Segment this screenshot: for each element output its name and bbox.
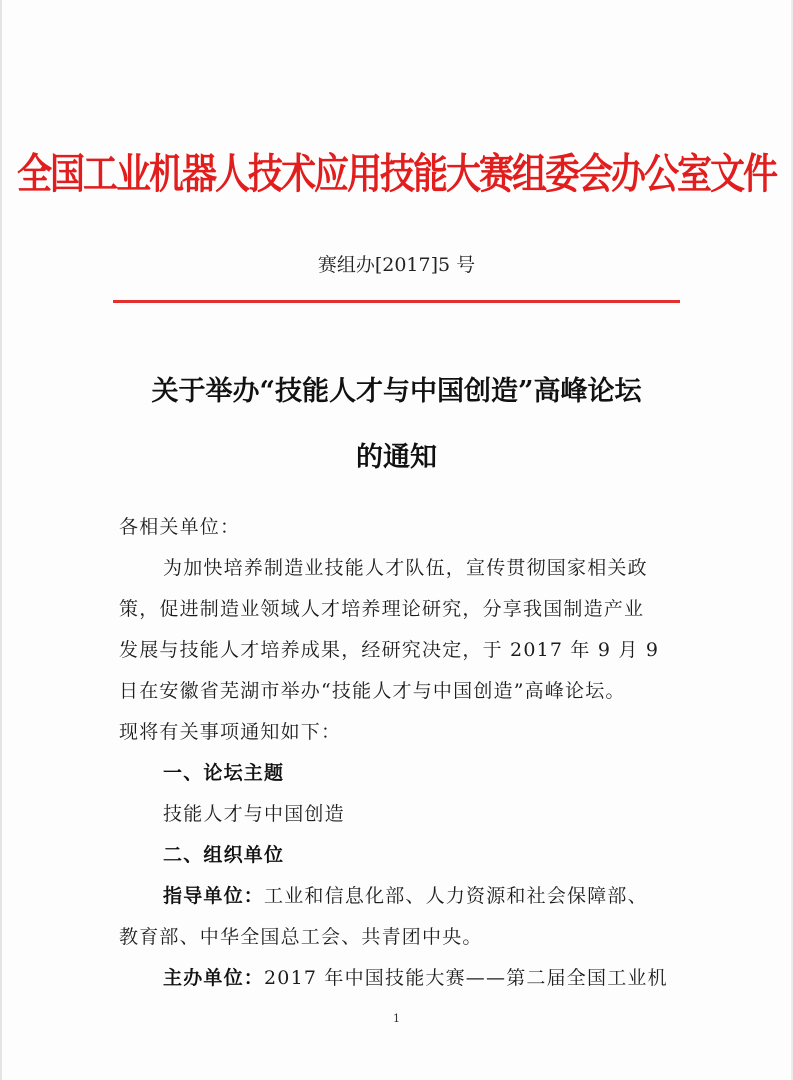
guide-units-label: 指导单位： <box>163 885 265 907</box>
paragraph-line: 策，促进制造业领域人才培养理论研究，分享我国制造产业 <box>119 598 645 620</box>
host-units-line <box>163 963 668 990</box>
document-number: 赛组办[2017]5 号 <box>317 254 476 276</box>
host-units-label: 主办单位： <box>163 967 265 989</box>
paragraph-line: 为加快培养制造业技能人才队伍，宣传贯彻国家相关政 <box>163 557 648 579</box>
paragraph-line: 日在安徽省芜湖市举办“技能人才与中国创造”高峰论坛。 <box>119 680 626 702</box>
guide-units-text: 工业和信息化部、人力资源和社会保障部、 <box>264 885 648 907</box>
section-heading-theme: 一、论坛主题 <box>163 762 285 784</box>
notice-title-line-1: 关于举办“技能人才与中国创造”高峰论坛 <box>151 376 642 407</box>
section-content-theme: 技能人才与中国创造 <box>163 803 345 825</box>
red-divider-line <box>113 300 680 303</box>
paragraph-line: 发展与技能人才培养成果，经研究决定，于 2017 年 9 月 9 <box>119 639 660 661</box>
guide-units-line-2: 教育部、中华全国总工会、共青团中央。 <box>119 926 483 948</box>
page-number: 1 <box>393 1012 400 1025</box>
office-document-header: 全国工业机器人技术应用技能大赛组委会办公室文件 <box>16 151 776 199</box>
salutation: 各相关单位： <box>119 516 241 538</box>
guide-units-line <box>163 881 648 908</box>
section-heading-organizers: 二、组织单位 <box>163 844 285 866</box>
notice-title-line-2: 的通知 <box>356 442 437 473</box>
paragraph-line: 现将有关事项通知如下： <box>119 721 342 743</box>
host-units-text: 2017 年中国技能大赛——第二届全国工业机 <box>264 967 668 989</box>
